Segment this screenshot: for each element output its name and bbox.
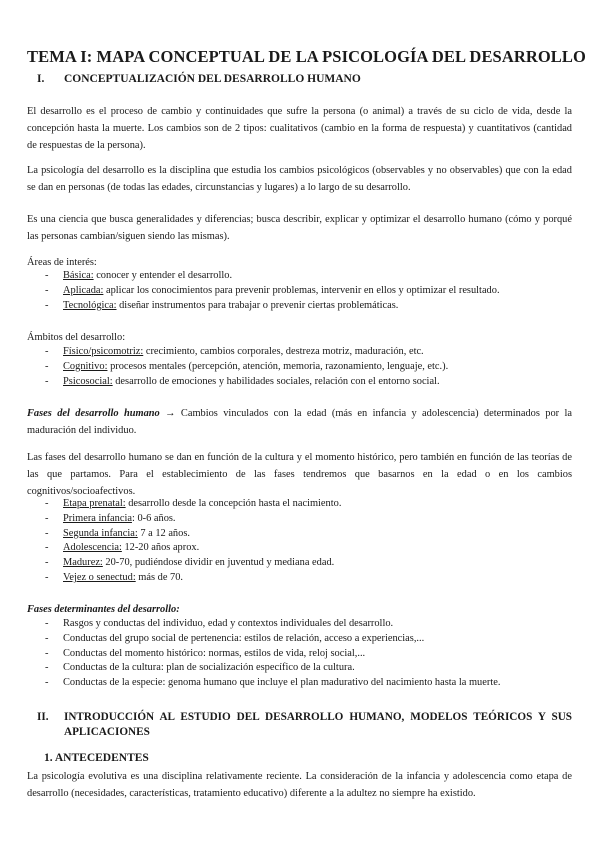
paragraph-antecedentes: La psicología evolutiva es una disciplina relativamente reciente. La consideración de la infancia y adolescencia como etapa de desarrollo (necesidades, características, tratamiento educativo) diferente a la adultez no siempre ha existido. [27,771,572,799]
determinantes-heading: Fases determinantes del desarrollo: [27,604,180,615]
section-heading-text: CONCEPTUALIZACIÓN DEL DESARROLLO HUMANO [64,73,361,85]
list-item: - Aplicada: aplicar los conocimientos para prevenir problemas, intervenir en ellos y optimizar el resultado. [45,284,500,296]
determinantes-list [45,617,500,691]
paragraph-psicologia: La psicología del desarrollo es la disciplina que estudia los cambios psicológicos (observables y no observables) que con la edad se dan en personas (de todas las edades, circunstancias y lugares) a lo largo de su desarrollo. [27,165,572,193]
list-item: - Cognitivo: procesos mentales (percepción, atención, memoria, razonamiento, lenguaje, etc.). [45,360,449,372]
list-item: - Madurez: 20-70, pudiéndose dividir en juventud y mediana edad. [45,557,335,569]
list-item: - Conductas de la cultura: plan de socialización específico de la cultura. [45,662,355,674]
list-item: - Conductas de la especie: genoma humano que incluye el plan madurativo del nacimiento hasta la muerte. [45,677,501,689]
list-item: - Conductas del momento histórico: normas, estilos de vida, reloj social,... [45,647,366,659]
page-title: TEMA I: MAPA CONCEPTUAL DE LA PSICOLOGÍA DEL DESARROLLO [27,47,586,66]
list-item: - Básica: conocer y entender el desarrollo. [45,270,233,281]
list-item: - Conductas del grupo social de pertenencia: estilos de relación, acceso a experiencias,... [45,632,425,644]
areas-list [45,269,500,313]
areas-label: Áreas de interés: [27,257,97,268]
list-item: - Etapa prenatal: desarrollo desde la concepción hasta el nacimiento. [45,498,342,509]
list-item: - Segunda infancia: 7 a 12 años. [45,527,190,539]
paragraph-fases-cultura: Las fases del desarrollo humano se dan en función de la cultura y el momento histórico, pero también en función de las teorías de las que partamos. Para el establecimiento de las fases tendremos que basarnos en la edad o en los cambios cognitivos/socioafectivos. [27,452,572,497]
ambitos-label: Ámbitos del desarrollo: [27,332,126,343]
subsection-heading: 1. ANTECEDENTES [44,752,149,764]
fases-term: Fases del desarrollo humano [27,408,160,419]
section-number: II. [37,711,49,723]
etapas-list [45,497,341,586]
paragraph-desarrollo: El desarrollo es el proceso de cambio y continuidades que sufre la persona (o animal) a través de su ciclo de vida, desde la concepción hasta la muerte. Los cambios son de 2 tipos: cualitativos (cambio en la forma de respuesta) y cuantitativos (cantidad de respuestas de la persona). [27,106,572,151]
section-heading-text: INTRODUCCIÓN AL ESTUDIO DEL DESARROLLO HUMANO, MODELOS TEÓRICOS Y SUS APLICACIONES [64,711,572,738]
list-item: - Psicosocial: desarrollo de emociones y habilidades sociales, relación con el entorno social. [45,375,440,387]
list-item: - Rasgos y conductas del individuo, edad y contextos individuales del desarrollo. [45,618,394,629]
list-item: - Primera infancia: 0-6 años. [45,512,176,524]
paragraph-ciencia: Es una ciencia que busca generalidades y diferencias; busca describir, explicar y optimizar el desarrollo humano (cómo y porqué las personas cambian/siguen siendo las mismas). [27,214,572,242]
list-item: - Vejez o senectud: más de 70. [45,571,184,583]
list-item: - Físico/psicomotriz: crecimiento, cambios corporales, destreza motriz, maduración, etc. [45,346,424,357]
ambitos-list [45,345,448,389]
list-item: - Adolescencia: 12-20 años aprox. [45,542,200,554]
section-heading-1 [37,73,361,85]
paragraph-fases: Fases del desarrollo humano → Cambios vinculados con la edad (más en infancia y adolescencia) determinados por la maduración del individuo. [27,408,573,436]
list-item: - Tecnológica: diseñar instrumentos para trabajar o prevenir ciertas problemáticas. [45,299,399,311]
section-number: I. [37,73,45,85]
